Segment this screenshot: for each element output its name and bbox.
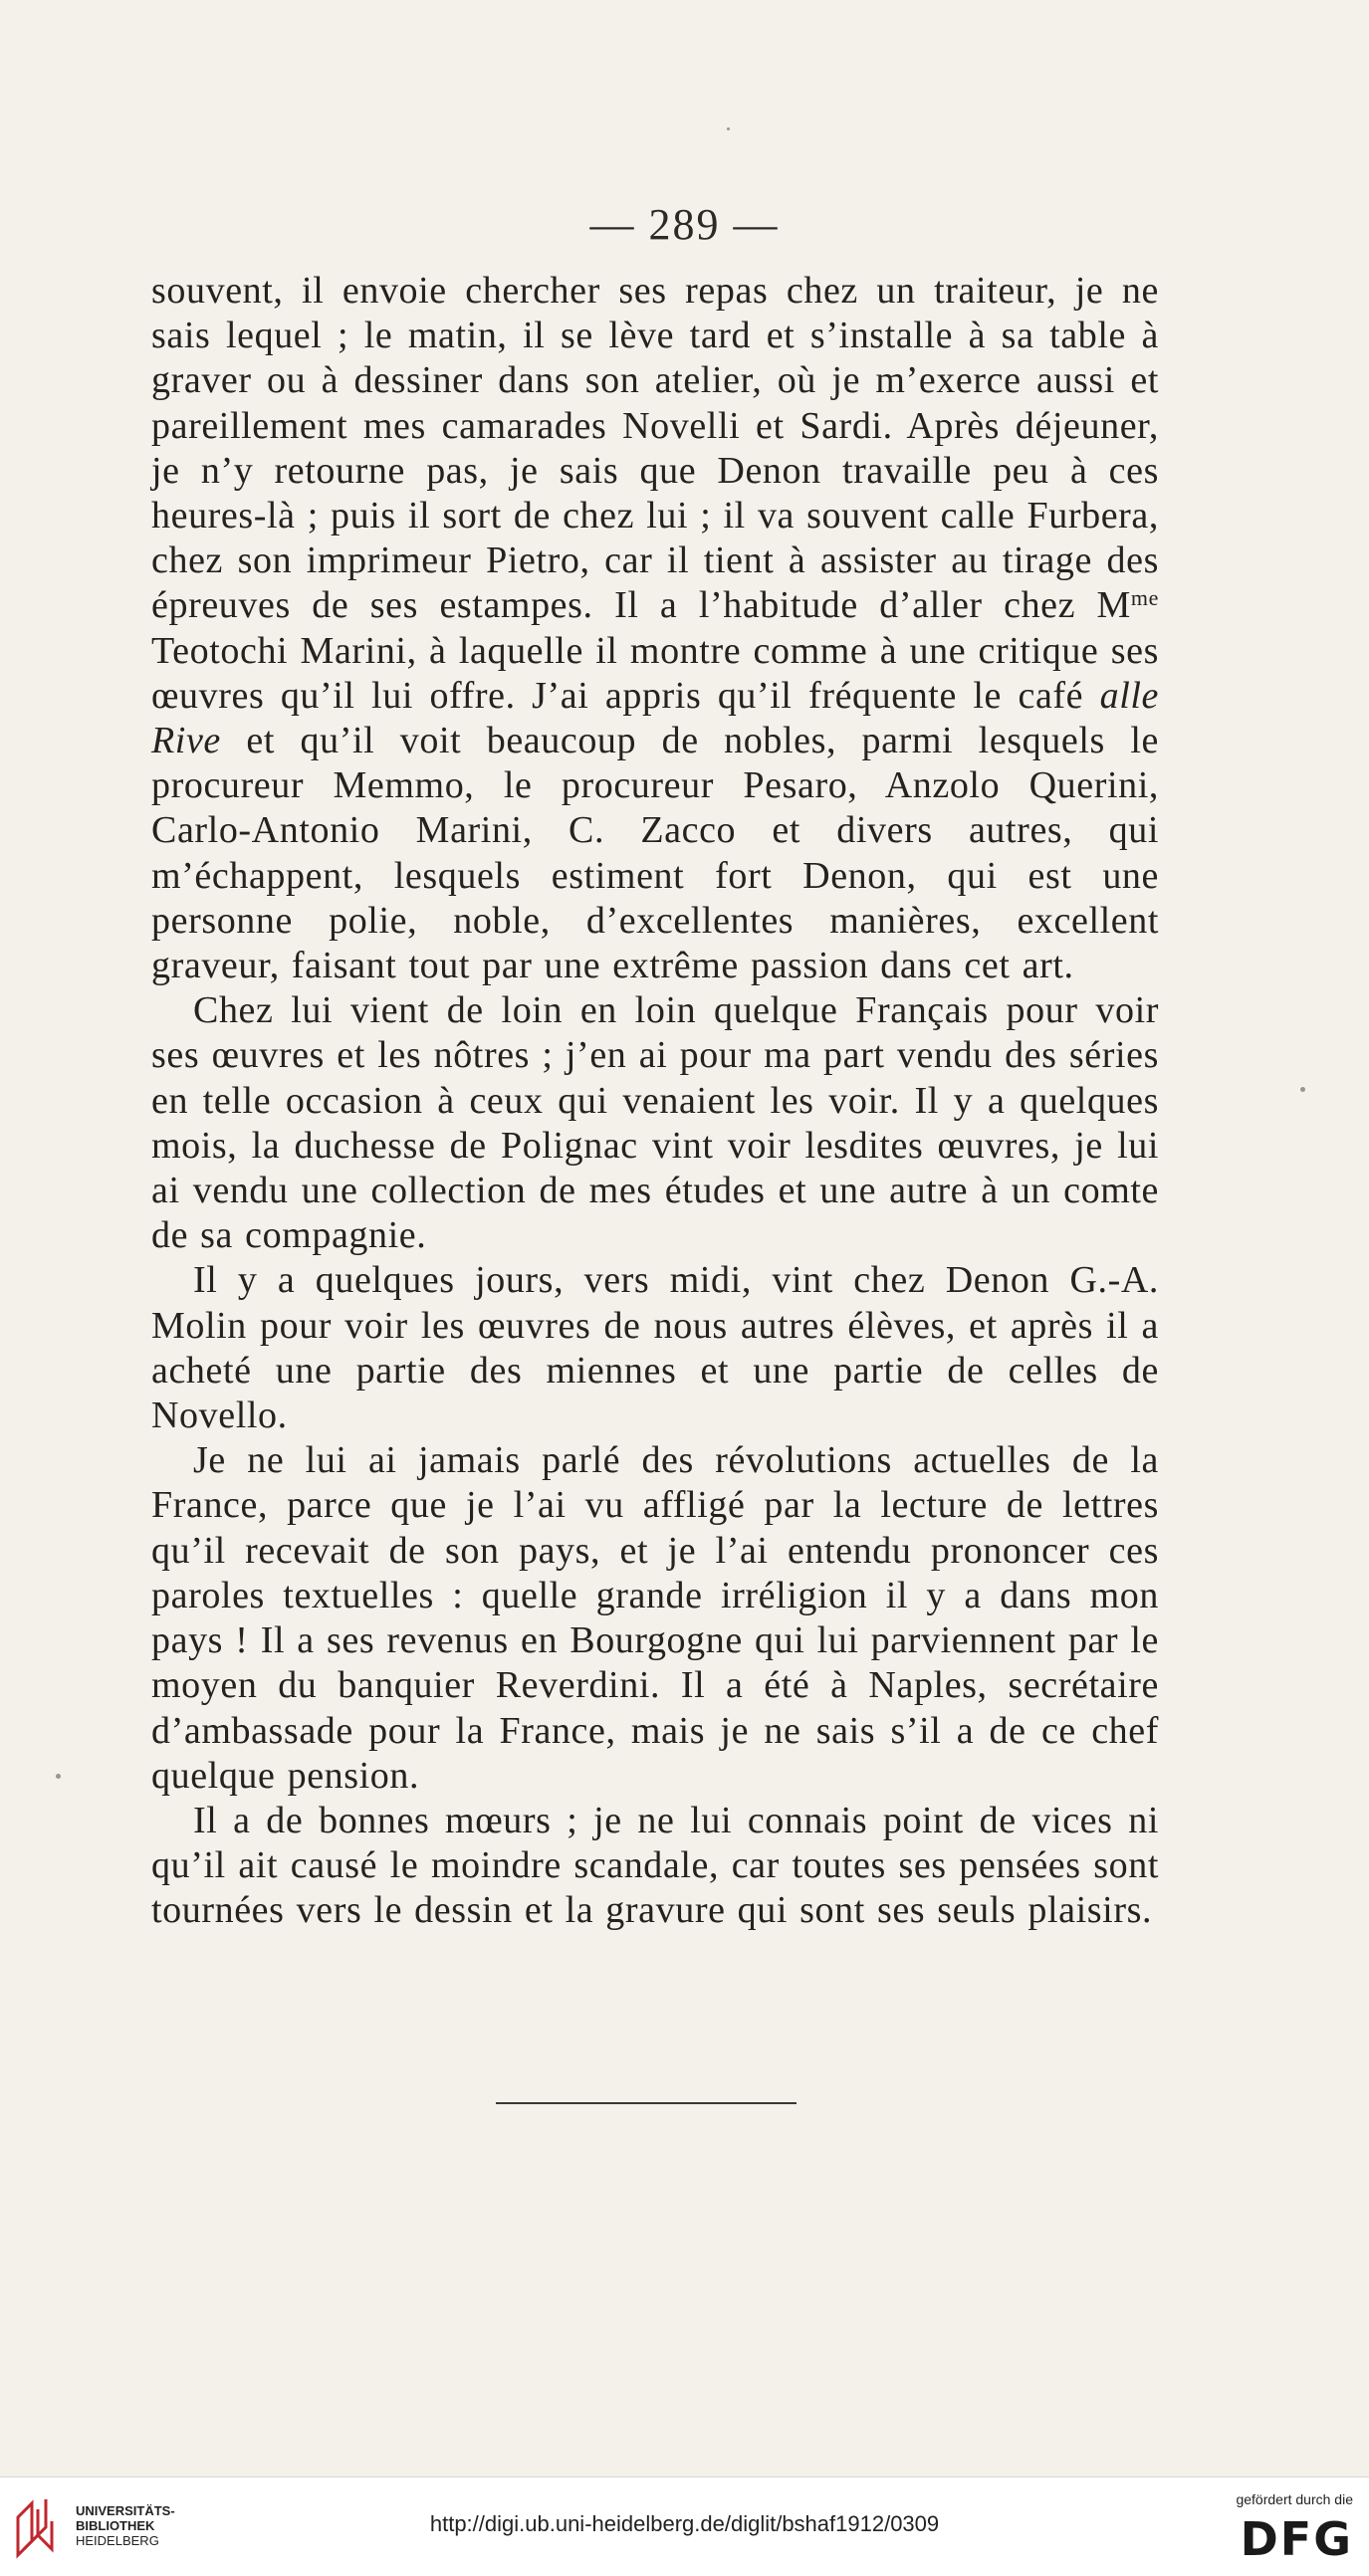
paragraph [151, 269, 1159, 988]
section-end-rule [496, 2102, 797, 2104]
text-run: Il y a quelques jours, vers midi, vint chez Denon G.-A. Molin pour voir les œuvres de nous autres élèves, et après il a acheté une partie des miennes et une partie de celles de Novello. [151, 1259, 1159, 1437]
text-run: et qu’il voit beaucoup de nobles, parmi lesquels le procureur Memmo, le procureur Pesaro, Anzolo Querini, Carlo-Antonio Marini, C. Zacco et divers autres, qui m’échappent, lesquels estiment fort Denon, qui est une personne polie, noble, d’excellentes manières, excellent graveur, faisant tout par une extrême passion dans cet art. [151, 720, 1159, 987]
body-text [151, 269, 1159, 1934]
text-run: Je ne lui ai jamais parlé des révolutions actuelles de la France, parce que je l’ai vu affligé par la lecture de lettres qu’il recevait de son pays, et je l’ai entendu prononcer ces paroles textuelles : quelle grande irréligion il y a dans mon pays ! Il a ses revenus en Bourgogne qui lui parviennent par le moyen du banquier Reverdini. Il a été à Naples, secrétaire d’ambassade pour la France, mais je ne sais s’il a de ce chef quelque pension. [151, 1439, 1159, 1797]
funder-caption: gefördert durch die [1236, 2491, 1353, 2507]
paper-speck [56, 1774, 61, 1779]
text-run: Teotochi Marini, à laquelle il montre comme à une critique ses œuvres qu’il lui offre. J’ai appris qu’il fréquente le café [151, 629, 1159, 717]
text-run: Chez lui vient de loin en loin quelque Français pour voir ses œuvres et les nôtres ; j’en ai pour ma part vendu des séries en telle occasion à ceux qui venaient les voir. Il y a quelques mois, la duchesse de Polignac vint voir lesdites œuvres, je lui ai vendu une collection de mes études et une autre à un comte de sa compagnie. [151, 989, 1159, 1257]
italic-text: alle Rive [151, 674, 1159, 762]
paragraph [151, 1438, 1159, 1799]
superscript-text: me [1130, 585, 1159, 611]
page-number: — 289 — [589, 200, 780, 249]
permalink-url[interactable]: http://digi.ub.uni-heidelberg.de/diglit/bshaf1912/0309 [429, 2511, 940, 2536]
library-name-line: BIBLIOTHEK [76, 2518, 155, 2533]
footer-bar [0, 2476, 1369, 2576]
paper-speck [1300, 1087, 1305, 1092]
paper-speck [727, 127, 730, 130]
paragraph [151, 1799, 1159, 1934]
paragraph [151, 1258, 1159, 1438]
paragraph [151, 988, 1159, 1258]
library-name-line: UNIVERSITÄTS- [76, 2503, 175, 2518]
dfg-logo[interactable]: DFG [1240, 2512, 1353, 2566]
text-run: souvent, il envoie chercher ses repas chez un traiteur, je ne sais lequel ; le matin, il se lève tard et s’installe à sa table à graver ou à dessiner dans son atelier, où je m’exerce aussi et pareillement mes camarades Novelli et Sardi. Après déjeuner, je n’y retourne pas, je sais que Denon travaille peu à ces heures-là ; puis il sort de chez lui ; il va souvent calle Furbera, chez son imprimeur Pietro, car il tient à assister au tirage des épreuves de ses estampes. Il a l’habitude d’aller chez M [151, 270, 1159, 627]
text-run: Il a de bonnes mœurs ; je ne lui connais point de vices ni qu’il ait causé le moindre scandale, car toutes ses pensées sont tournées vers le dessin et la gravure qui sont ses seuls plaisirs. [151, 1799, 1159, 1932]
library-name-line: HEIDELBERG [76, 2533, 159, 2548]
